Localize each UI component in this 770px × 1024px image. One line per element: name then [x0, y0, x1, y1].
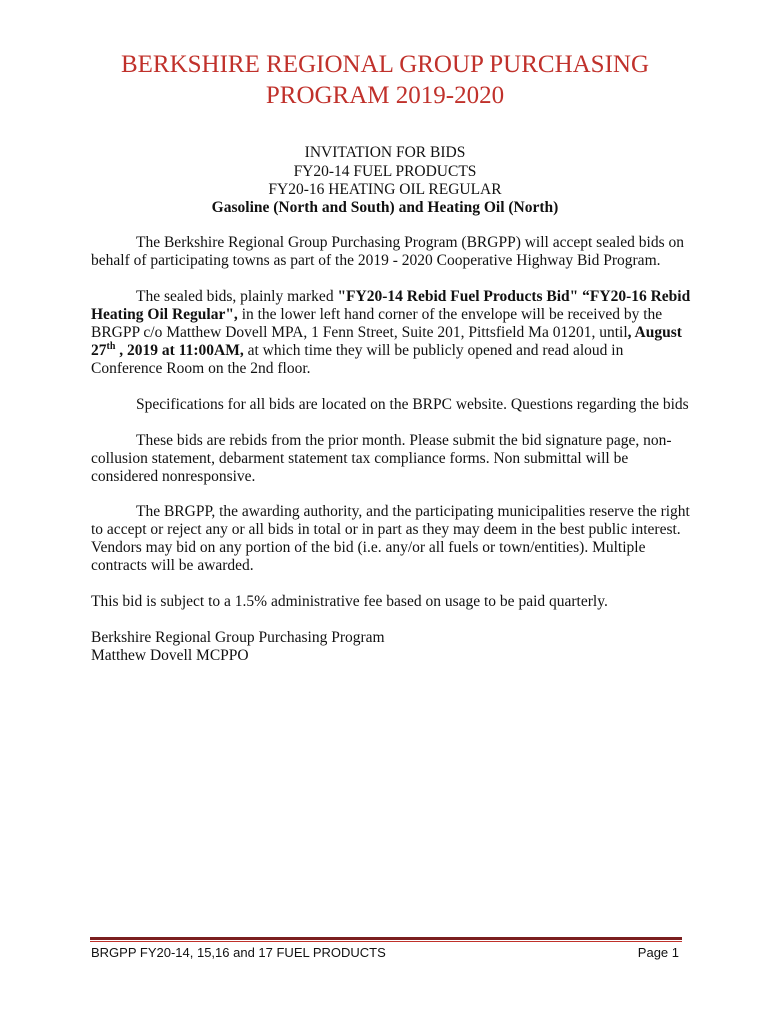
signature-organization: Berkshire Regional Group Purchasing Program [91, 629, 385, 646]
deadline-day: 27 [91, 342, 107, 359]
footer-divider [90, 937, 682, 940]
bid-marking-text: Heating Oil Regular", [91, 306, 238, 323]
deadline-time: , 2019 at 11:00AM, [115, 342, 244, 359]
para2-text: at which time they will be publicly opened and read aloud in [243, 342, 624, 359]
heating-oil-heading: FY20-16 HEATING OIL REGULAR [268, 181, 502, 198]
para2-line2 [91, 306, 691, 325]
para4-line3: considered nonresponsive. [91, 468, 256, 485]
fuel-products-heading: FY20-14 FUEL PRODUCTS [293, 163, 477, 180]
bid-marking-text: "FY20-14 Rebid Fuel Products Bid" “FY20-16 Rebid [337, 288, 691, 305]
para2-line4 [91, 342, 691, 361]
footer-divider-thin [90, 941, 682, 942]
address-text: BRGPP c/o Matthew Dovell MPA, 1 Fenn Street, Suite 201, Pittsfield Ma 01201, until [91, 324, 628, 341]
invitation-heading: INVITATION FOR BIDS [304, 144, 466, 161]
gasoline-subheading: Gasoline (North and South) and Heating Oil (North) [211, 199, 559, 216]
para2-line5: Conference Room on the 2nd floor. [91, 360, 311, 377]
para5-line3: Vendors may bid on any portion of the bid (i.e. any/or all fuels or town/entities). Multiple [91, 539, 646, 556]
para2-line1 [136, 288, 736, 307]
signature-name: Matthew Dovell MCPPO [91, 647, 249, 664]
para2-line3 [91, 324, 691, 343]
footer-page-number: Page 1 [637, 945, 679, 960]
para1-line2: behalf of participating towns as part of the 2019 - 2020 Cooperative Highway Bid Program. [91, 252, 661, 269]
para5-line2: to accept or reject any or all bids in total or in part as they may deem in the best public interest. [91, 521, 681, 538]
document-title-line1: BERKSHIRE REGIONAL GROUP PURCHASING [120, 51, 650, 78]
footer-document-label: BRGPP FY20-14, 15,16 and 17 FUEL PRODUCTS [91, 945, 386, 960]
fee-notice: This bid is subject to a 1.5% administrative fee based on usage to be paid quarterly. [91, 593, 608, 610]
para1-line1: The Berkshire Regional Group Purchasing Program (BRGPP) will accept sealed bids on [136, 234, 684, 251]
para2-text: in the lower left hand corner of the envelope will be received by the [237, 306, 663, 323]
para4-line2: collusion statement, debarment statement tax compliance forms. Non submittal will be [91, 450, 629, 467]
para4-line1: These bids are rebids from the prior month. Please submit the bid signature page, non- [136, 432, 672, 449]
para3-line1: Specifications for all bids are located on the BRPC website. Questions regarding the bids [136, 396, 689, 413]
para5-line4: contracts will be awarded. [91, 557, 254, 574]
deadline-day-suffix: th [106, 340, 116, 352]
para2-text: The sealed bids, plainly marked [136, 288, 338, 305]
document-title-line2: PROGRAM 2019-2020 [265, 82, 505, 109]
deadline-text: , August [627, 324, 682, 341]
para5-line1: The BRGPP, the awarding authority, and the participating municipalities reserve the right [136, 503, 690, 520]
